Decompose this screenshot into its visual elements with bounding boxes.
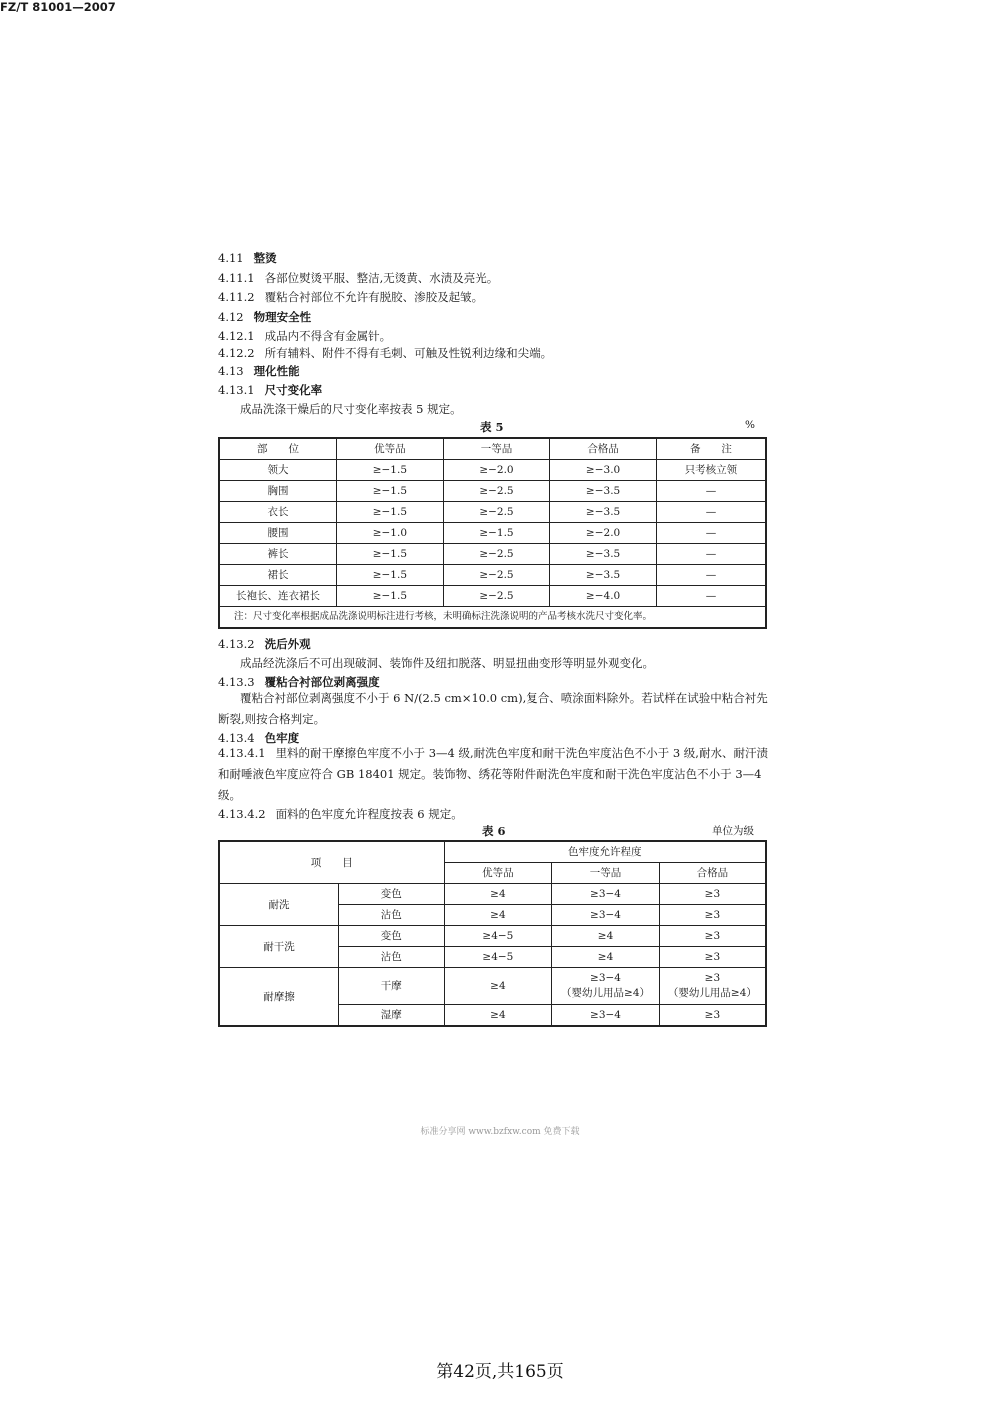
table-cell: ≥4 [552,926,660,947]
table-header-cell: 合格品 [550,438,657,460]
page-indicator: 第42页,共165页 [436,1362,564,1382]
clause-4-11-1: 4.11.1 各部位熨烫平服、整洁,无烫黄、水渍及亮光。 [218,271,499,285]
table-row [219,565,766,586]
table-cell: ≥3 [659,926,766,947]
section-4-13: 4.13 理化性能 [218,364,300,378]
table-cell: ≥3−4 [552,1005,660,1027]
table-cell: 衣长 [219,502,337,523]
table-cell: 裙长 [219,565,337,586]
table-row [219,586,766,607]
clause-4-13-4: 4.13.4 色牢度 [218,731,300,745]
table-row [219,968,766,1005]
clause-4-12-1: 4.12.1 成品内不得含有金属针。 [218,329,392,343]
watermark: 标准分享网 www.bzfxw.com 免费下载 [420,1127,580,1137]
table-cell: ≥−2.5 [443,502,550,523]
table-cell: ≥−3.0 [550,460,657,481]
table-cell: 变色 [339,884,445,905]
table-cell: ≥−1.5 [443,523,550,544]
clause-4-13-3-text: 覆粘合衬部位剥离强度不小于 6 N/(2.5 cm×10.0 cm),复合、喷涂面料除外。若试样在试验中粘合衬先断裂,则按合格判定。 [218,691,768,726]
table-cell: — [656,481,766,502]
section-4-11: 4.11 整烫 [218,251,277,265]
table-row [219,523,766,544]
table-cell: ≥3 [659,1005,766,1027]
table-cell: ≥−1.5 [337,502,444,523]
table-cell: ≥−3.5 [550,544,657,565]
table-cell: 腰围 [219,523,337,544]
table-cell: ≥−1.5 [337,586,444,607]
table-cell: — [656,586,766,607]
clause-4-13-1: 4.13.1 尺寸变化率 [218,383,323,397]
table5-unit: % [745,419,755,431]
table-row [219,544,766,565]
table-group-cell: 耐摩擦 [219,968,339,1027]
table-cell: ≥3−4 [552,884,660,905]
clause-4-13-1-text: 成品洗涤干燥后的尺寸变化率按表 5 规定。 [240,402,462,416]
table-header-row [219,438,766,460]
table-cell: ≥4 [552,947,660,968]
table-6 [218,840,767,1027]
table-cell: ≥4−5 [444,926,552,947]
table-cell: ≥−2.5 [443,481,550,502]
table-cell: — [656,565,766,586]
table-cell-value: ≥3 [704,972,721,984]
clause-4-13-4-1: 4.13.4.1 里料的耐干摩擦色牢度不小于 3—4 级,耐洗色牢度和耐干洗色牢度沾色不小于 3 级,耐水、耐汗渍和耐唾液色牢度应符合 GB 18401 规定。装饰物、绣花等附件耐洗色牢度和耐干洗色牢度沾色不小于 3—4 级。 [218,746,768,802]
table-group-cell: 耐干洗 [219,926,339,968]
table-5 [218,437,767,629]
table-cell: ≥−1.0 [337,523,444,544]
table-cell: 沾色 [339,947,445,968]
table-cell: ≥−2.5 [443,565,550,586]
table-header-cell: 一等品 [552,863,660,884]
table-cell: 沾色 [339,905,445,926]
table-cell: — [656,544,766,565]
table-cell: ≥−2.5 [443,544,550,565]
table-cell: 长袍长、连衣裙长 [219,586,337,607]
table-header-cell: 部 位 [219,438,337,460]
table-row [219,481,766,502]
table-cell-extra: （婴幼儿用品≥4） [667,987,757,999]
table-cell: 变色 [339,926,445,947]
table-group-cell: 耐洗 [219,884,339,926]
table-cell: ≥3 [659,947,766,968]
table-cell: 湿摩 [339,1005,445,1027]
table-cell: ≥4 [444,1005,552,1027]
table-cell: ≥−3.5 [550,481,657,502]
table-cell-extra: （婴幼儿用品≥4） [561,987,651,999]
clause-4-13-2-text: 成品经洗涤后不可出现破洞、装饰件及纽扣脱落、明显扭曲变形等明显外观变化。 [240,656,654,670]
table-cell [659,968,766,1005]
table-cell: 裤长 [219,544,337,565]
table-cell: ≥−1.5 [337,460,444,481]
table-row [219,884,766,905]
table-cell: 干摩 [339,968,445,1005]
clause-4-11-2: 4.11.2 覆粘合衬部位不允许有脱胶、渗胶及起皱。 [218,290,484,304]
clause-4-13-3: 4.13.3 覆粘合衬部位剥离强度 [218,675,380,689]
table-cell: ≥−3.5 [550,502,657,523]
table-cell: ≥−3.5 [550,565,657,586]
table-cell: ≥3−4 [552,905,660,926]
section-4-12: 4.12 物理安全性 [218,310,312,324]
table-cell: ≥−2.0 [443,460,550,481]
clause-4-13-2: 4.13.2 洗后外观 [218,637,311,651]
table-cell-value: ≥3−4 [590,972,621,984]
clause-4-12-2: 4.12.2 所有辅料、附件不得有毛刺、可触及性锐利边缘和尖端。 [218,346,553,360]
table-cell: ≥−1.5 [337,544,444,565]
table-row [219,502,766,523]
table-cell: 领大 [219,460,337,481]
clause-4-13-4-2: 4.13.4.2 面料的色牢度允许程度按表 6 规定。 [218,807,463,821]
table-header-cell: 优等品 [337,438,444,460]
table-cell: ≥−4.0 [550,586,657,607]
table-header-cell: 合格品 [659,863,766,884]
table-cell: ≥4 [444,905,552,926]
table-cell: 只考核立领 [656,460,766,481]
table-header-cell: 色牢度允许程度 [444,841,766,863]
table-cell: — [656,502,766,523]
table-cell: — [656,523,766,544]
table-cell: ≥3 [659,905,766,926]
table-row [219,460,766,481]
table-header-row [219,841,766,863]
table-cell: 胸围 [219,481,337,502]
table-cell: ≥4 [444,884,552,905]
table-cell: ≥3 [659,884,766,905]
table-cell [552,968,660,1005]
table-cell: ≥−2.5 [443,586,550,607]
table5-caption: 表 5 [480,420,504,434]
table-cell: ≥−2.0 [550,523,657,544]
table-cell: ≥−1.5 [337,565,444,586]
table-row [219,926,766,947]
table-header-cell: 项 目 [219,841,444,884]
table-header-cell: 备 注 [656,438,766,460]
table6-unit: 单位为级 [712,825,754,837]
table-header-cell: 优等品 [444,863,552,884]
table-note-row [219,607,766,629]
table-cell: ≥4−5 [444,947,552,968]
standard-header: FZ/T 81001—2007 [0,0,116,14]
table-cell: ≥−1.5 [337,481,444,502]
table-note: 注：尺寸变化率根据成品洗涤说明标注进行考核，未明确标注洗涤说明的产品考核水洗尺寸变化率。 [219,607,766,629]
table-header-cell: 一等品 [443,438,550,460]
table6-caption: 表 6 [482,824,506,838]
table-cell: ≥4 [444,968,552,1005]
